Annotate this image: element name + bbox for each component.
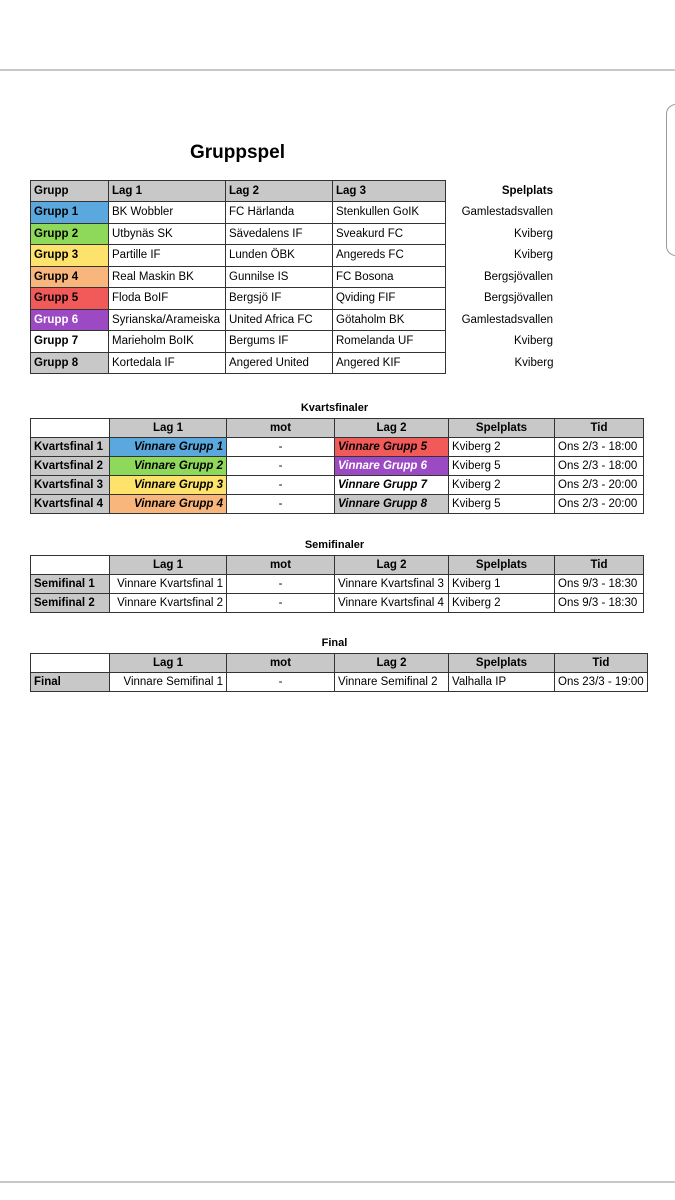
match-name: Kvartsfinal 3 xyxy=(31,476,110,495)
group-row xyxy=(31,309,554,331)
match-name: Semifinal 2 xyxy=(31,594,110,613)
venue: Kviberg xyxy=(446,331,554,353)
semifinals-header xyxy=(31,556,644,575)
team-2: Vinnare Semifinal 2 xyxy=(335,673,449,692)
header-lag1: Lag 1 xyxy=(110,654,227,673)
team-1: Kortedala IF xyxy=(109,352,226,374)
header-lag2: Lag 2 xyxy=(335,419,449,438)
team-1: Vinnare Grupp 4 xyxy=(110,495,227,514)
venue: Kviberg 2 xyxy=(449,476,555,495)
team-3: Angereds FC xyxy=(333,245,446,267)
page-title: Gruppspel xyxy=(189,142,285,163)
final-title: Final xyxy=(321,637,348,649)
team-1: Marieholm BoIK xyxy=(109,331,226,353)
team-3: Stenkullen GoIK xyxy=(333,202,446,224)
group-name: Grupp 4 xyxy=(31,266,109,288)
group-name: Grupp 5 xyxy=(31,288,109,310)
match-time: Ons 9/3 - 18:30 xyxy=(555,594,644,613)
team-2: Vinnare Grupp 6 xyxy=(335,457,449,476)
group-row xyxy=(31,266,554,288)
group-row xyxy=(31,288,554,310)
quarterfinal-row xyxy=(31,495,644,514)
group-row xyxy=(31,352,554,374)
venue: Gamlestadsvallen xyxy=(446,309,554,331)
team-2: United Africa FC xyxy=(226,309,333,331)
semifinals-table xyxy=(30,555,644,613)
match-name: Final xyxy=(31,673,110,692)
header-blank xyxy=(31,556,110,575)
match-time: Ons 23/3 - 19:00 xyxy=(555,673,648,692)
final-header xyxy=(31,654,648,673)
team-1: Vinnare Grupp 2 xyxy=(110,457,227,476)
final-row xyxy=(31,673,648,692)
header-blank xyxy=(31,419,110,438)
group-name: Grupp 3 xyxy=(31,245,109,267)
versus: - xyxy=(227,438,335,457)
team-3: FC Bosona xyxy=(333,266,446,288)
venue: Bergsjövallen xyxy=(446,266,554,288)
group-name: Grupp 1 xyxy=(31,202,109,224)
team-3: Romelanda UF xyxy=(333,331,446,353)
match-time: Ons 2/3 - 20:00 xyxy=(555,495,644,514)
final-table xyxy=(30,653,648,692)
header-group: Grupp xyxy=(31,181,109,202)
team-2: Angered United xyxy=(226,352,333,374)
team-1: Vinnare Grupp 1 xyxy=(110,438,227,457)
group-row xyxy=(31,202,554,224)
header-place: Spelplats xyxy=(449,556,555,575)
team-2: Bergums IF xyxy=(226,331,333,353)
venue: Kviberg 5 xyxy=(449,495,555,514)
header-mot: mot xyxy=(227,419,335,438)
team-2: FC Härlanda xyxy=(226,202,333,224)
group-name: Grupp 7 xyxy=(31,331,109,353)
header-place: Spelplats xyxy=(446,181,554,202)
team-2: Bergsjö IF xyxy=(226,288,333,310)
venue: Kviberg xyxy=(446,223,554,245)
team-2: Vinnare Kvartsfinal 4 xyxy=(335,594,449,613)
venue: Gamlestadsvallen xyxy=(446,202,554,224)
header-lag1: Lag 1 xyxy=(109,181,226,202)
header-mot: mot xyxy=(227,556,335,575)
quarterfinals-header xyxy=(31,419,644,438)
team-1: Vinnare Grupp 3 xyxy=(110,476,227,495)
team-1: Floda BoIF xyxy=(109,288,226,310)
match-time: Ons 2/3 - 18:00 xyxy=(555,438,644,457)
group-name: Grupp 8 xyxy=(31,352,109,374)
venue: Kviberg 2 xyxy=(449,594,555,613)
team-3: Angered KIF xyxy=(333,352,446,374)
quarterfinal-row xyxy=(31,457,644,476)
semifinal-row xyxy=(31,575,644,594)
group-name: Grupp 6 xyxy=(31,309,109,331)
header-time: Tid xyxy=(555,556,644,575)
header-time: Tid xyxy=(555,654,648,673)
quarterfinal-row xyxy=(31,438,644,457)
header-lag1: Lag 1 xyxy=(110,419,227,438)
scroll-handle[interactable] xyxy=(666,104,675,256)
group-table xyxy=(30,180,554,374)
venue: Bergsjövallen xyxy=(446,288,554,310)
team-1: Syrianska/Arameiska xyxy=(109,309,226,331)
versus: - xyxy=(227,594,335,613)
team-1: Vinnare Kvartsfinal 2 xyxy=(110,594,227,613)
team-2: Vinnare Grupp 8 xyxy=(335,495,449,514)
venue: Kviberg xyxy=(446,352,554,374)
team-2: Gunnilse IS xyxy=(226,266,333,288)
match-time: Ons 2/3 - 20:00 xyxy=(555,476,644,495)
match-time: Ons 2/3 - 18:00 xyxy=(555,457,644,476)
team-2: Vinnare Kvartsfinal 3 xyxy=(335,575,449,594)
header-lag1: Lag 1 xyxy=(110,556,227,575)
header-time: Tid xyxy=(555,419,644,438)
venue: Kviberg xyxy=(446,245,554,267)
team-1: Partille IF xyxy=(109,245,226,267)
team-1: BK Wobbler xyxy=(109,202,226,224)
quarterfinals-title: Kvartsfinaler xyxy=(300,402,369,414)
match-name: Kvartsfinal 1 xyxy=(31,438,110,457)
team-3: Sveakurd FC xyxy=(333,223,446,245)
header-lag2: Lag 2 xyxy=(335,556,449,575)
group-row xyxy=(31,331,554,353)
versus: - xyxy=(227,673,335,692)
team-1: Real Maskin BK xyxy=(109,266,226,288)
top-divider xyxy=(0,69,675,71)
team-2: Vinnare Grupp 5 xyxy=(335,438,449,457)
team-1: Utbynäs SK xyxy=(109,223,226,245)
group-table-header xyxy=(31,181,554,202)
header-lag2: Lag 2 xyxy=(335,654,449,673)
match-name: Semifinal 1 xyxy=(31,575,110,594)
group-row xyxy=(31,245,554,267)
team-1: Vinnare Kvartsfinal 1 xyxy=(110,575,227,594)
semifinal-row xyxy=(31,594,644,613)
versus: - xyxy=(227,575,335,594)
versus: - xyxy=(227,476,335,495)
header-lag2: Lag 2 xyxy=(226,181,333,202)
header-place: Spelplats xyxy=(449,419,555,438)
venue: Kviberg 1 xyxy=(449,575,555,594)
venue: Kviberg 2 xyxy=(449,438,555,457)
versus: - xyxy=(227,495,335,514)
match-time: Ons 9/3 - 18:30 xyxy=(555,575,644,594)
team-2: Lunden ÖBK xyxy=(226,245,333,267)
team-3: Götaholm BK xyxy=(333,309,446,331)
match-name: Kvartsfinal 2 xyxy=(31,457,110,476)
header-lag3: Lag 3 xyxy=(333,181,446,202)
team-2: Vinnare Grupp 7 xyxy=(335,476,449,495)
header-mot: mot xyxy=(227,654,335,673)
header-blank xyxy=(31,654,110,673)
group-row xyxy=(31,223,554,245)
versus: - xyxy=(227,457,335,476)
venue: Kviberg 5 xyxy=(449,457,555,476)
header-place: Spelplats xyxy=(449,654,555,673)
bottom-divider xyxy=(0,1181,675,1183)
group-name: Grupp 2 xyxy=(31,223,109,245)
venue: Valhalla IP xyxy=(449,673,555,692)
team-2: Sävedalens IF xyxy=(226,223,333,245)
quarterfinal-row xyxy=(31,476,644,495)
quarterfinals-table xyxy=(30,418,644,514)
match-name: Kvartsfinal 4 xyxy=(31,495,110,514)
team-1: Vinnare Semifinal 1 xyxy=(110,673,227,692)
semifinals-title: Semifinaler xyxy=(304,539,365,551)
team-3: Qviding FIF xyxy=(333,288,446,310)
